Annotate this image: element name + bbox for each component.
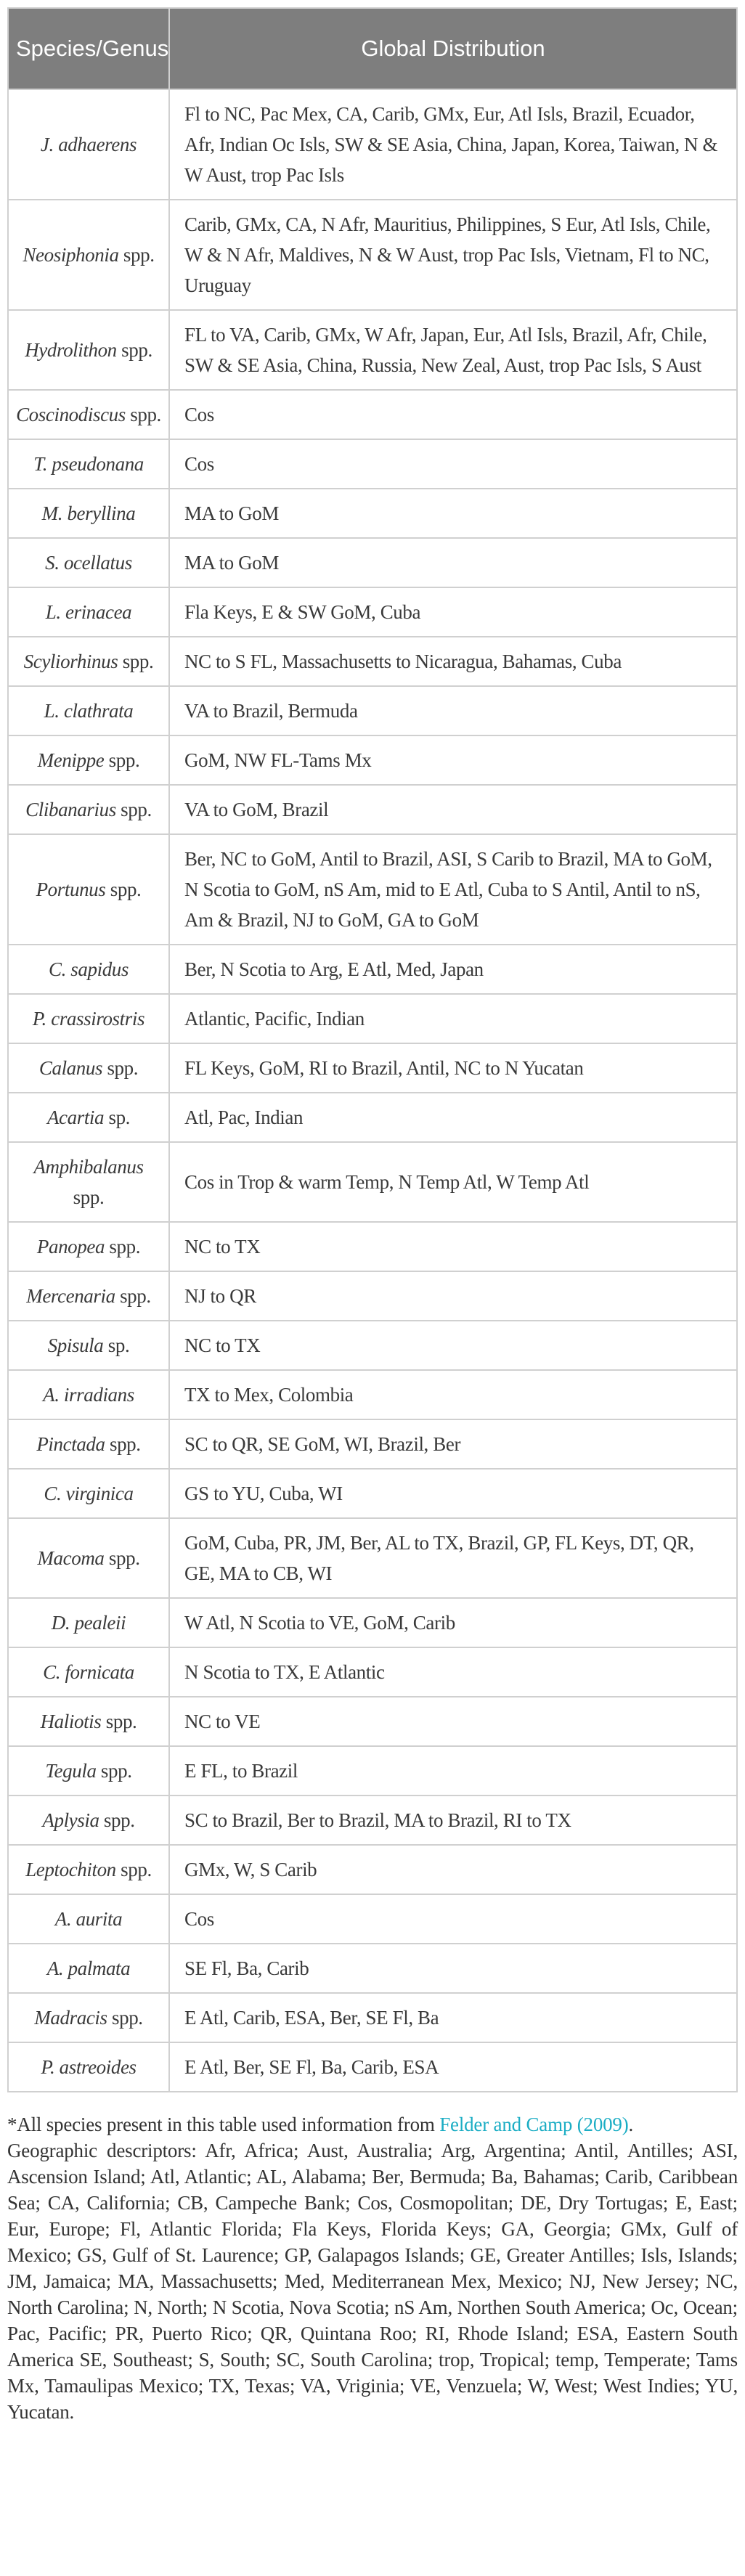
species-name: Neosiphonia — [23, 244, 119, 266]
species-name: L. clathrata — [44, 700, 134, 722]
species-name: Mercenaria — [26, 1285, 115, 1307]
distribution-cell: NC to S FL, Massachusetts to Nicaragua, Bahamas, Cuba — [169, 637, 737, 686]
species-cell — [8, 1222, 169, 1271]
species-suffix: spp. — [104, 749, 140, 771]
species-suffix: spp. — [96, 1760, 132, 1782]
species-cell — [8, 310, 169, 390]
species-name: P. crassirostris — [32, 1008, 145, 1030]
distribution-cell: MA to GoM — [169, 538, 737, 587]
species-name: Haliotis — [40, 1711, 102, 1732]
species-name: A. palmata — [46, 1957, 131, 1979]
species-cell — [8, 439, 169, 489]
reference-link[interactable]: Felder and Camp (2009) — [439, 2114, 629, 2135]
species-name: C. sapidus — [48, 958, 129, 980]
species-suffix: spp. — [125, 404, 161, 425]
species-suffix: spp. — [73, 1186, 105, 1208]
table-row — [8, 2042, 737, 2092]
table-row — [8, 1419, 737, 1469]
species-cell — [8, 1647, 169, 1697]
species-name: A. irradians — [43, 1384, 134, 1406]
distribution-cell: NJ to QR — [169, 1271, 737, 1321]
species-suffix: spp. — [105, 1236, 141, 1258]
table-row — [8, 1142, 737, 1222]
table-row — [8, 587, 737, 637]
species-cell — [8, 637, 169, 686]
species-cell — [8, 538, 169, 587]
species-suffix: spp. — [116, 339, 152, 361]
species-cell — [8, 1370, 169, 1419]
species-name: Madracis — [34, 2007, 107, 2029]
species-suffix: spp. — [107, 2007, 143, 2029]
species-name: L. erinacea — [45, 601, 132, 623]
species-name: J. adhaerens — [40, 134, 137, 155]
table-row — [8, 1993, 737, 2042]
species-cell — [8, 686, 169, 735]
distribution-cell: NC to VE — [169, 1697, 737, 1746]
species-suffix: spp. — [104, 1547, 140, 1569]
species-distribution-table — [7, 7, 738, 2092]
table-row — [8, 1647, 737, 1697]
species-suffix: sp. — [103, 1334, 130, 1356]
table-row — [8, 1598, 737, 1647]
species-cell — [8, 1894, 169, 1944]
table-row — [8, 1469, 737, 1518]
species-suffix: spp. — [102, 1057, 139, 1079]
species-suffix: spp. — [105, 1433, 141, 1455]
species-cell — [8, 1518, 169, 1598]
species-cell — [8, 1746, 169, 1796]
distribution-cell: Atlantic, Pacific, Indian — [169, 994, 737, 1043]
distribution-cell: NC to TX — [169, 1321, 737, 1370]
species-suffix: spp. — [105, 879, 142, 900]
header-global-distribution: Global Distribution — [169, 8, 737, 89]
species-cell — [8, 2042, 169, 2092]
species-cell — [8, 785, 169, 834]
species-name: Tegula — [45, 1760, 97, 1782]
species-suffix: spp. — [115, 1859, 152, 1880]
distribution-cell: VA to GoM, Brazil — [169, 785, 737, 834]
species-suffix: spp. — [99, 1809, 135, 1831]
distribution-cell: Cos — [169, 1894, 737, 1944]
table-row — [8, 200, 737, 310]
table-row — [8, 538, 737, 587]
species-name: Clibanarius — [25, 799, 116, 820]
species-name: Leptochiton — [25, 1859, 116, 1880]
species-cell — [8, 834, 169, 945]
species-name: Spisula — [47, 1334, 104, 1356]
distribution-cell: E Atl, Carib, ESA, Ber, SE Fl, Ba — [169, 1993, 737, 2042]
species-cell — [8, 994, 169, 1043]
table-header — [8, 8, 737, 89]
species-name: Pinctada — [36, 1433, 105, 1455]
species-suffix: spp. — [118, 244, 155, 266]
species-name: Aplysia — [42, 1809, 99, 1831]
table-row — [8, 834, 737, 945]
table-body — [8, 89, 737, 2092]
species-name: Macoma — [37, 1547, 105, 1569]
table-row — [8, 489, 737, 538]
species-name: C. virginica — [44, 1483, 134, 1504]
species-suffix: spp. — [115, 799, 152, 820]
table-row — [8, 1894, 737, 1944]
table-row — [8, 1944, 737, 1993]
species-name: D. pealeii — [51, 1612, 126, 1634]
table-footnote — [7, 2111, 738, 2425]
species-cell — [8, 1993, 169, 2042]
distribution-cell: SE Fl, Ba, Carib — [169, 1944, 737, 1993]
species-name: Scyliorhinus — [23, 651, 118, 672]
table-row — [8, 785, 737, 834]
distribution-cell: N Scotia to TX, E Atlantic — [169, 1647, 737, 1697]
distribution-cell: GoM, NW FL-Tams Mx — [169, 735, 737, 785]
table-row — [8, 1321, 737, 1370]
table-row — [8, 1796, 737, 1845]
species-name: M. beryllina — [41, 502, 136, 524]
distribution-cell: Cos — [169, 439, 737, 489]
distribution-cell: NC to TX — [169, 1222, 737, 1271]
header-row — [8, 8, 737, 89]
table-row — [8, 1222, 737, 1271]
distribution-cell: Ber, NC to GoM, Antil to Brazil, ASI, S Carib to Brazil, MA to GoM, N Scotia to GoM, nS Am, mid to E Atl, Cuba to S Antil, Antil to nS, Am & Brazil, NJ to GoM, GA to GoM — [169, 834, 737, 945]
table-row — [8, 994, 737, 1043]
table-row — [8, 686, 737, 735]
table-row — [8, 1370, 737, 1419]
distribution-cell: Fl to NC, Pac Mex, CA, Carib, GMx, Eur, Atl Isls, Brazil, Ecuador, Afr, Indian Oc Isls, SW & SE Asia, China, Japan, Korea, Taiwan, N & W Aust, trop Pac Isls — [169, 89, 737, 200]
species-cell — [8, 200, 169, 310]
species-suffix: spp. — [101, 1711, 137, 1732]
table-row — [8, 1518, 737, 1598]
species-cell — [8, 89, 169, 200]
species-cell — [8, 390, 169, 439]
distribution-cell: E FL, to Brazil — [169, 1746, 737, 1796]
table-row — [8, 945, 737, 994]
species-cell — [8, 1271, 169, 1321]
distribution-cell: Cos in Trop & warm Temp, N Temp Atl, W Temp Atl — [169, 1142, 737, 1222]
table-row — [8, 1697, 737, 1746]
species-cell — [8, 1321, 169, 1370]
distribution-cell: MA to GoM — [169, 489, 737, 538]
species-cell — [8, 1796, 169, 1845]
distribution-cell: GS to YU, Cuba, WI — [169, 1469, 737, 1518]
species-name: Portunus — [36, 879, 106, 900]
distribution-cell: E Atl, Ber, SE Fl, Ba, Carib, ESA — [169, 2042, 737, 2092]
table-row — [8, 1845, 737, 1894]
footnote-source-prefix: *All species present in this table used information from — [7, 2114, 440, 2135]
species-name: Calanus — [38, 1057, 103, 1079]
footnote-source-line — [7, 2111, 738, 2137]
distribution-cell: W Atl, N Scotia to VE, GoM, Carib — [169, 1598, 737, 1647]
distribution-cell: Cos — [169, 390, 737, 439]
species-name: Menippe — [37, 749, 105, 771]
table-row — [8, 1093, 737, 1142]
distribution-cell: Ber, N Scotia to Arg, E Atl, Med, Japan — [169, 945, 737, 994]
distribution-cell: Fla Keys, E & SW GoM, Cuba — [169, 587, 737, 637]
table-row — [8, 439, 737, 489]
distribution-cell: GMx, W, S Carib — [169, 1845, 737, 1894]
species-cell — [8, 1469, 169, 1518]
species-suffix: sp. — [104, 1106, 131, 1128]
table-row — [8, 735, 737, 785]
species-cell — [8, 1142, 169, 1222]
table-row — [8, 1746, 737, 1796]
species-name: Acartia — [46, 1106, 105, 1128]
distribution-cell: TX to Mex, Colombia — [169, 1370, 737, 1419]
species-name: T. pseudonana — [33, 453, 144, 475]
distribution-cell: VA to Brazil, Bermuda — [169, 686, 737, 735]
species-name: Panopea — [36, 1236, 105, 1258]
table-row — [8, 310, 737, 390]
table-row — [8, 1043, 737, 1093]
table-row — [8, 1271, 737, 1321]
species-name: C. fornicata — [43, 1661, 134, 1683]
species-cell — [8, 945, 169, 994]
species-cell — [8, 1043, 169, 1093]
species-cell — [8, 489, 169, 538]
distribution-cell: Atl, Pac, Indian — [169, 1093, 737, 1142]
species-cell — [8, 1944, 169, 1993]
species-suffix: spp. — [115, 1285, 151, 1307]
species-name: Coscinodiscus — [16, 404, 126, 425]
species-cell — [8, 1598, 169, 1647]
distribution-cell: FL Keys, GoM, RI to Brazil, Antil, NC to N Yucatan — [169, 1043, 737, 1093]
species-name: A. aurita — [54, 1908, 123, 1930]
distribution-cell: SC to QR, SE GoM, WI, Brazil, Ber — [169, 1419, 737, 1469]
species-cell — [8, 1419, 169, 1469]
footnote-source-suffix: . — [628, 2114, 634, 2135]
species-name: Amphibalanus — [33, 1156, 144, 1178]
species-name: S. ocellatus — [45, 552, 132, 574]
table-row — [8, 637, 737, 686]
table-row — [8, 390, 737, 439]
species-cell — [8, 735, 169, 785]
distribution-cell: Carib, GMx, CA, N Afr, Mauritius, Philippines, S Eur, Atl Isls, Chile, W & N Afr, Maldives, N & W Aust, trop Pac Isls, Vietnam, Fl to NC, Uruguay — [169, 200, 737, 310]
species-name: P. astreoides — [41, 2056, 137, 2078]
species-cell — [8, 1845, 169, 1894]
header-species-genus: Species/Genus — [8, 8, 169, 89]
table-row — [8, 89, 737, 200]
distribution-cell: FL to VA, Carib, GMx, W Afr, Japan, Eur, Atl Isls, Brazil, Afr, Chile, SW & SE Asia, China, Russia, New Zeal, Aust, trop Pac Isls, S Aust — [169, 310, 737, 390]
species-cell — [8, 587, 169, 637]
species-cell — [8, 1093, 169, 1142]
species-cell — [8, 1697, 169, 1746]
species-suffix: spp. — [118, 651, 154, 672]
species-name: Hydrolithon — [25, 339, 117, 361]
distribution-cell: SC to Brazil, Ber to Brazil, MA to Brazil, RI to TX — [169, 1796, 737, 1845]
footnote-descriptors: Geographic descriptors: Afr, Africa; Aust, Australia; Arg, Argentina; Antil, Antilles; ASI, Ascension Island; Atl, Atlantic; AL, Alabama; Ber, Bermuda; Ba, Bahamas; Carib, Caribbean Sea; CA, California; CB, Campeche Bank; Cos, Cosmopolitan; DE, Dry Tortugas; E, East; Eur, Europe; Fl, Atlantic Florida; Fla Keys, Florida Keys; GA, Georgia; GMx, Gulf of Mexico; GS, Gulf of St. Laurence; GP, Galapagos Islands; GE, Greater Antilles; Isls, Islands; JM, Jamaica; MA, Massachusetts; Med, Mediterranean Mex, Mexico; NJ, New Jersey; NC, North Carolina; N, North; N Scotia, Nova Scotia; nS Am, Northen South America; Oc, Ocean; Pac, Pacific; PR, Puerto Rico; QR, Quintana Roo; RI, Rhode Island; ESA, Eastern South America SE, Southeast; S, South; SC, South Carolina; trop, Tropical; temp, Temperate; Tams Mx, Tamaulipas Mexico; TX, Texas; VA, Vriginia; VE, Venzuela; W, West; West Indies; YU, Yucatan. — [7, 2140, 738, 2423]
distribution-cell: GoM, Cuba, PR, JM, Ber, AL to TX, Brazil, GP, FL Keys, DT, QR, GE, MA to CB, WI — [169, 1518, 737, 1598]
